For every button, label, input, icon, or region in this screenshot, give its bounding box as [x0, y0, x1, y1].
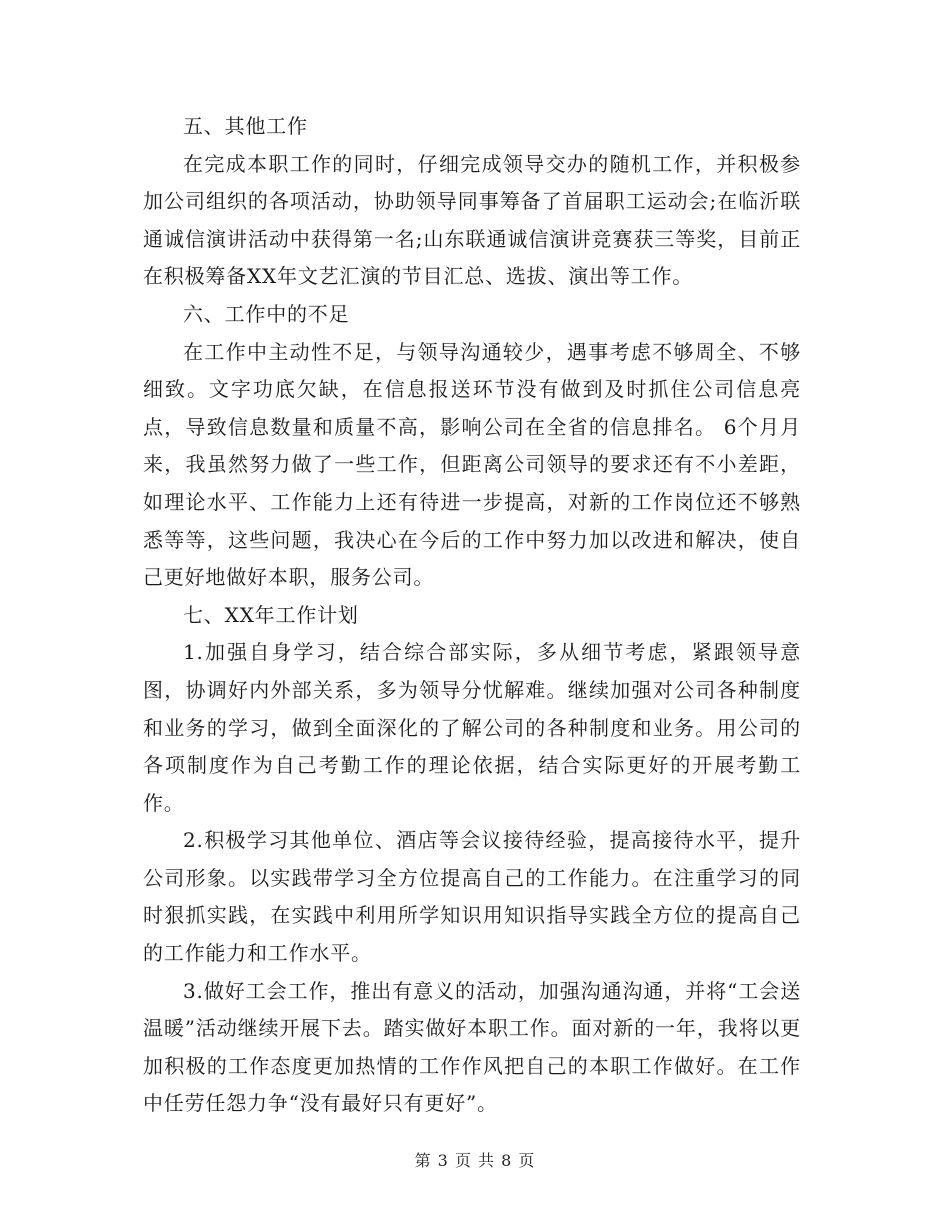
document-body — [143, 108, 801, 1123]
paragraph-other-work: 在完成本职工作的同时，仔细完成领导交办的随机工作，并积极参加公司组织的各项活动，协助领导同事筹备了首届职工运动会;在临沂联通诚信演讲活动中获得第一名;山东联通诚信演讲竞赛获三等奖，目前正在积极筹备XX年文艺汇演的节目汇总、选拔、演出等工作。 — [143, 151, 801, 289]
section-heading-shortcomings: 六、工作中的不足 — [183, 301, 350, 326]
section-heading-work-plan: 七、XX年工作计划 — [183, 602, 359, 627]
paragraph-plan-item-2: 2.积极学习其他单位、酒店等会议接待经验，提高接待水平，提升公司形象。以实践带学习全方位提高自己的工作能力。在注重学习的同时狠抓实践，在实践中利用所学知识用知识指导实践全方位的提高自己的工作能力和工作水平。 — [143, 828, 801, 966]
page-number-footer: 第 3 页 共 8 页 — [414, 1151, 536, 1170]
section-heading-other-work: 五、其他工作 — [183, 114, 308, 138]
paragraph-shortcomings: 在工作中主动性不足，与领导沟通较少，遇事考虑不够周全、不够细致。文字功底欠缺，在信息报送环节没有做到及时抓住公司信息亮点，导致信息数量和质量不高，影响公司在全省的信息排名。 6个月月来，我虽然努力做了一些工作，但距离公司领导的要求还有不小差距，如理论水平、工作能力上还有待进一步提高，对新的工作岗位还不够熟悉等等，这些问题，我决心在今后的工作中努力加以改进和解决，使自己更好地做好本职，服务公司。 — [143, 339, 801, 590]
paragraph-plan-item-3: 3.做好工会工作，推出有意义的活动，加强沟通沟通，并将“工会送温暖”活动继续开展下去。踏实做好本职工作。面对新的一年，我将以更加积极的工作态度更加热情的工作作风把自己的本职工作做好。在工作中任劳任怨力争“没有最好只有更好”。 — [143, 978, 801, 1116]
paragraph-plan-item-1: 1.加强自身学习，结合综合部实际，多从细节考虑，紧跟领导意图，协调好内外部关系，多为领导分忧解难。继续加强对公司各种制度和业务的学习，做到全面深化的了解公司的各种制度和业务。用公司的各项制度作为自己考勤工作的理论依据，结合实际更好的开展考勤工作。 — [143, 640, 801, 815]
